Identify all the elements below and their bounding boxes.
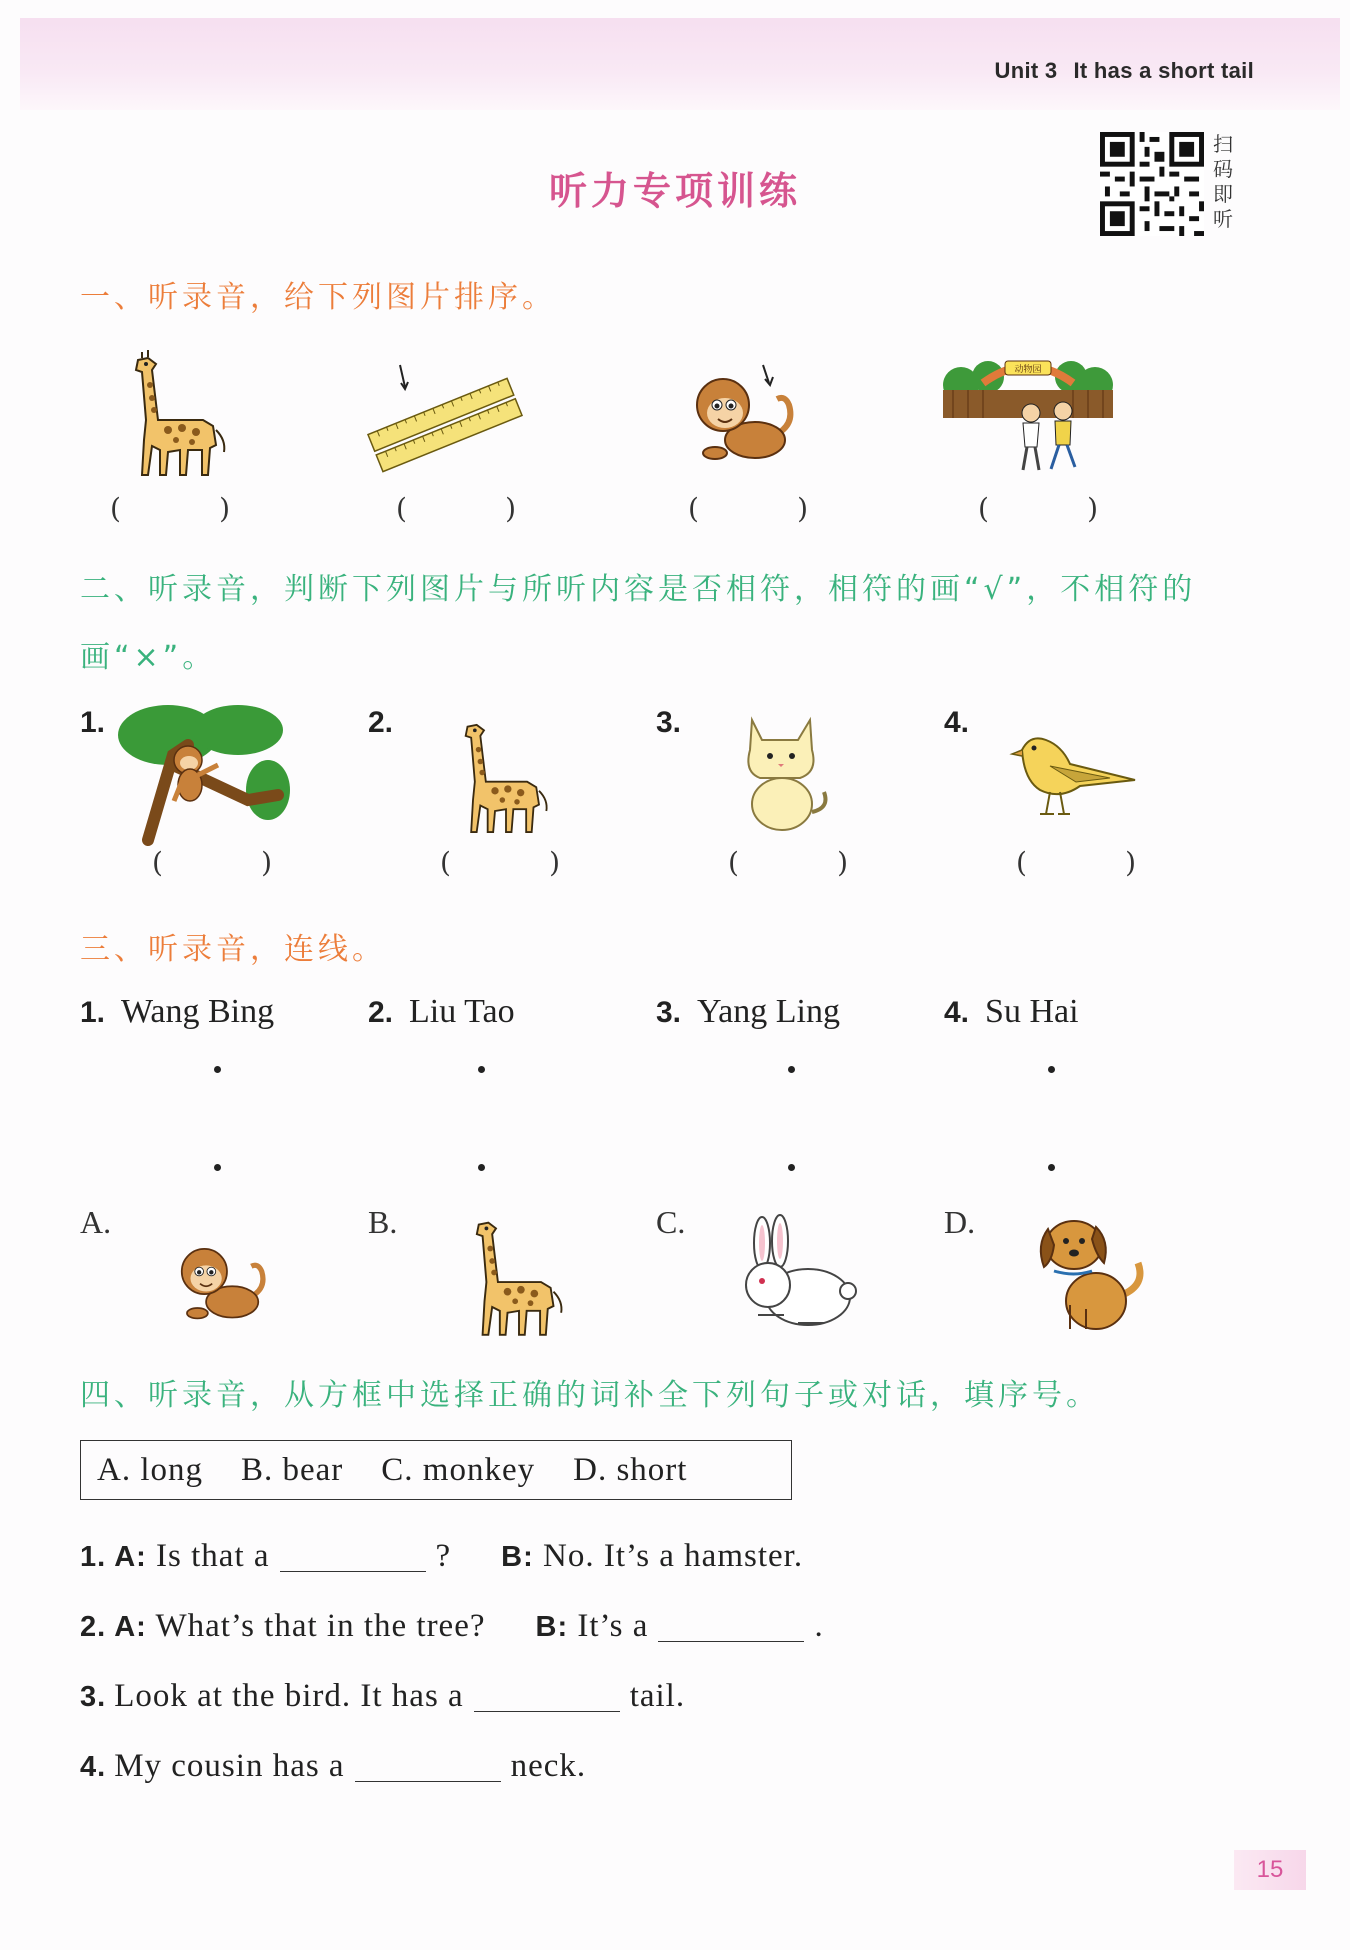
qr-label-char: 听 — [1213, 207, 1233, 231]
sentence-text: Is that a — [156, 1538, 270, 1574]
option-c: C. monkey — [381, 1451, 536, 1488]
fill-blank[interactable] — [474, 1682, 620, 1712]
sentence-text: No. It’s a hamster. — [543, 1538, 804, 1574]
page-title: 听力专项训练 — [548, 169, 801, 213]
answer-parens[interactable]: ( ) — [152, 846, 272, 879]
qr-label-char: 扫 — [1213, 132, 1233, 156]
picture-letter: C. — [656, 1204, 686, 1240]
monkey-icon — [685, 355, 805, 470]
section2-title-line1: 二、听录音，判断下列图片与所听内容是否相符，相符的画“√”，不相符的 — [80, 572, 1197, 607]
qr-label — [1210, 132, 1236, 232]
answer-parens[interactable]: ( ) — [396, 492, 516, 525]
bird-icon — [1010, 730, 1140, 820]
sentence-text: tail. — [629, 1678, 686, 1714]
zoo-gate-icon — [943, 355, 1113, 475]
sentence-3 — [80, 1678, 685, 1715]
sentence-number: 3. — [80, 1681, 107, 1713]
sentence-text: What’s that in the tree? — [155, 1608, 486, 1644]
sentence-number: 2. — [80, 1611, 107, 1643]
speaker-label: A: — [114, 1541, 147, 1573]
sentence-number: 1. — [80, 1541, 107, 1573]
name-number: 1. — [80, 996, 106, 1029]
fill-blank[interactable] — [355, 1752, 501, 1782]
name-text: Wang Bing — [121, 993, 275, 1030]
match-dot-bottom[interactable] — [478, 1164, 485, 1171]
qr-label-char: 即 — [1213, 182, 1233, 206]
sentence-text: ? — [435, 1538, 452, 1574]
zoo-sign-text: 动物园 — [1014, 365, 1042, 375]
ruler-icon — [365, 365, 525, 475]
speaker-label: A: — [114, 1611, 147, 1643]
section4-title: 四、听录音，从方框中选择正确的词补全下列句子或对话，填序号。 — [80, 1378, 1100, 1413]
unit-subtitle: It has a short tail — [1073, 58, 1254, 83]
monkey-icon — [166, 1228, 281, 1328]
sentence-text: Look at the bird. It has a — [114, 1678, 464, 1714]
question-number: 3. — [656, 706, 682, 739]
name-item — [80, 993, 274, 1031]
match-dot-bottom[interactable] — [788, 1164, 795, 1171]
name-number: 2. — [368, 996, 394, 1029]
match-dot-top[interactable] — [214, 1066, 221, 1073]
answer-parens[interactable]: ( ) — [1016, 846, 1136, 879]
speaker-label: B: — [535, 1611, 569, 1643]
name-item — [656, 993, 840, 1031]
sentence-4 — [80, 1748, 586, 1785]
sentence-text: neck. — [510, 1748, 587, 1784]
section1-title: 一、听录音，给下列图片排序。 — [80, 280, 556, 315]
picture-letter: A. — [80, 1204, 112, 1240]
question-number: 4. — [944, 706, 970, 739]
giraffe-icon — [108, 340, 228, 480]
match-dot-bottom[interactable] — [1048, 1164, 1055, 1171]
picture-letter: B. — [368, 1204, 398, 1240]
option-b: B. bear — [241, 1451, 344, 1488]
sentence-text: My cousin has a — [114, 1748, 345, 1784]
name-number: 3. — [656, 996, 682, 1029]
giraffe-icon — [440, 705, 550, 840]
name-item — [368, 993, 515, 1031]
word-options-box — [80, 1440, 792, 1500]
unit-title — [995, 58, 1254, 84]
name-text: Su Hai — [985, 993, 1079, 1030]
question-number: 1. — [80, 706, 106, 739]
cat-icon — [740, 712, 830, 832]
qr-label-char: 码 — [1213, 157, 1233, 181]
rabbit-icon — [728, 1215, 858, 1330]
section2-title-line2: 画“×”。 — [80, 640, 217, 675]
name-item — [944, 993, 1079, 1031]
qr-code-icon[interactable] — [1100, 132, 1204, 236]
match-dot-top[interactable] — [478, 1066, 485, 1073]
answer-parens[interactable]: ( ) — [728, 846, 848, 879]
section3-title: 三、听录音，连线。 — [80, 932, 386, 967]
sentence-1 — [80, 1538, 803, 1575]
match-dot-bottom[interactable] — [214, 1164, 221, 1171]
sentence-text: It’s a — [577, 1608, 649, 1644]
giraffe-icon — [450, 1205, 565, 1340]
option-d: D. short — [573, 1451, 688, 1488]
answer-parens[interactable]: ( ) — [110, 492, 230, 525]
fill-blank[interactable] — [280, 1542, 426, 1572]
answer-parens[interactable]: ( ) — [688, 492, 808, 525]
picture-letter: D. — [944, 1204, 976, 1240]
speaker-label: B: — [501, 1541, 534, 1573]
monkey-in-tree-icon — [118, 705, 290, 840]
question-number: 2. — [368, 706, 394, 739]
match-dot-top[interactable] — [788, 1066, 795, 1073]
page-number: 15 — [1234, 1850, 1306, 1890]
answer-parens[interactable]: ( ) — [978, 492, 1098, 525]
fill-blank[interactable] — [658, 1612, 804, 1642]
sentence-2 — [80, 1608, 824, 1645]
dog-icon — [1030, 1205, 1150, 1335]
sentence-text: . — [814, 1608, 824, 1644]
unit-number: Unit 3 — [994, 58, 1058, 83]
answer-parens[interactable]: ( ) — [440, 846, 560, 879]
sentence-number: 4. — [80, 1751, 107, 1783]
option-a: A. long — [97, 1451, 203, 1488]
name-text: Yang Ling — [697, 993, 840, 1030]
match-dot-top[interactable] — [1048, 1066, 1055, 1073]
name-number: 4. — [944, 996, 970, 1029]
name-text: Liu Tao — [409, 993, 515, 1030]
